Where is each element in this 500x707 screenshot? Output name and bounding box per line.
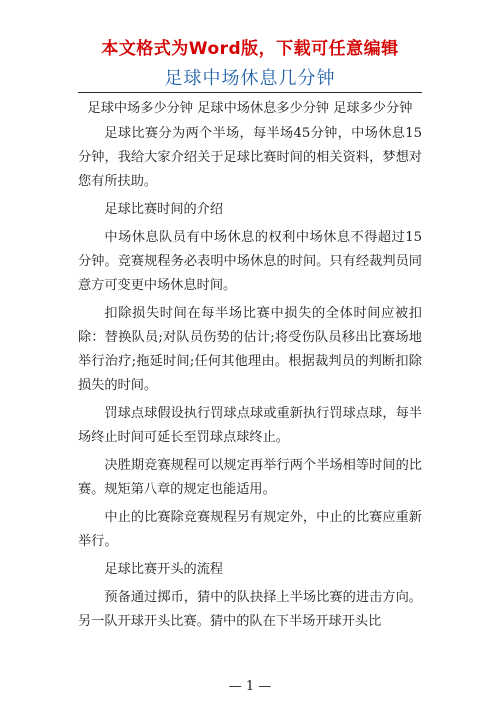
paragraph-intro: 足球比赛分为两个半场，每半场45分钟，中场休息15分钟，我给大家介绍关于足球比赛时间的相关资料，梦想对您有所扶助。 — [78, 126, 422, 189]
section-heading-kickoff: 足球比赛开头的流程 — [104, 562, 224, 577]
paragraph-lost-time: 扣除损失时间在每半场比赛中损失的全体时间应被扣除：替换队员;对队员伤势的估计;将受伤队员移出比赛场地举行治疗;拖延时间;任何其他理由。根据裁判员的判断扣除损失的时间。 — [78, 306, 422, 393]
paragraph-kickoff: 预备通过掷币，猜中的队抉择上半场比赛的进击方向。另一队开球开头比赛。猜中的队在下半场开球开头比 — [78, 590, 422, 629]
document-subtitle: 足球中场多少分钟 足球中场休息多少分钟 足球多少分钟 — [87, 101, 413, 116]
title-divider — [78, 92, 422, 93]
paragraph-halftime: 中场休息队员有中场休息的权利中场休息不得超过15分钟。竞赛规程务必表明中场休息的时间。只有经裁判员同意方可变更中场休息时间。 — [78, 230, 422, 293]
paragraph-extra-time: 决胜期竞赛规程可以规定再举行两个半场相等时间的比赛。规矩第八章的规定也能适用。 — [78, 458, 422, 497]
paragraph-abandoned: 中止的比赛除竞赛规程另有规定外，中止的比赛应重新举行。 — [78, 510, 422, 549]
paragraph-penalty: 罚球点球假设执行罚球点球或重新执行罚球点球，每半场终止时间可延长至罚球点球终止。 — [78, 406, 422, 445]
document-title: 足球中场休息几分钟 — [164, 68, 336, 89]
format-banner: 本文格式为Word版，下载可任意编辑 — [101, 39, 399, 59]
section-heading-time-intro: 足球比赛时间的介绍 — [104, 202, 224, 217]
document-body — [78, 97, 422, 638]
page-number: — 1 — — [228, 679, 272, 694]
